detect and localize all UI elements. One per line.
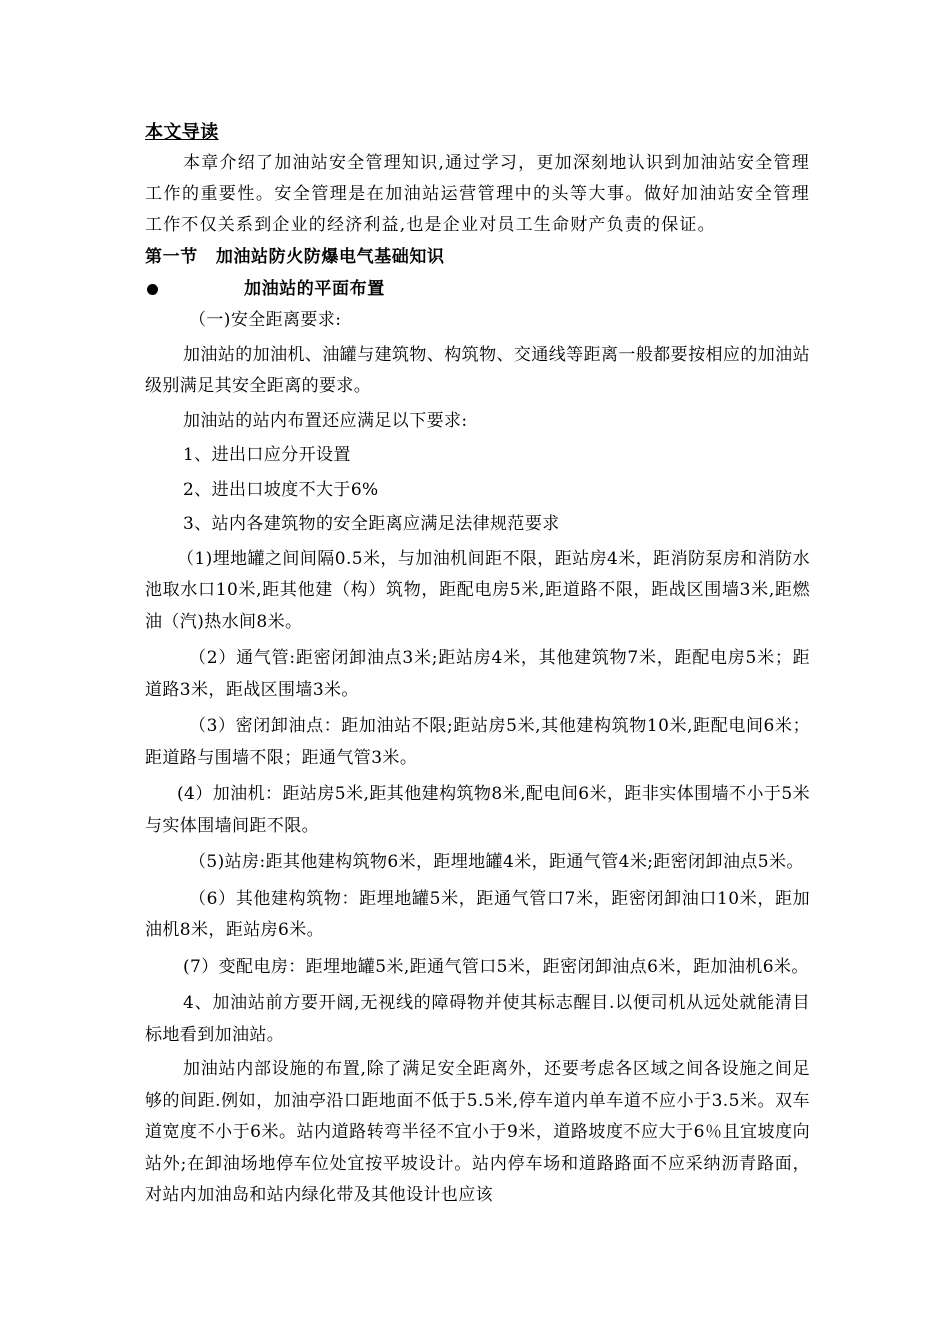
paragraph: 2、进出口坡度不大于6% (183, 479, 379, 500)
section-number: 第一节 (145, 247, 198, 267)
paragraph: (4）加油机：距站房5米,距其他建构筑物8米,配电间6米，距非实体围墙不小于5米与实体围墙间距不限。 (145, 784, 810, 836)
bullet-icon (147, 284, 158, 295)
paragraph: 3、站内各建筑物的安全距离应满足法律规范要求 (183, 514, 560, 534)
paragraph: 1、进出口应分开设置 (183, 445, 351, 465)
paragraph: （5)站房:距其他建构筑物6米，距埋地罐4米，距通气管4米;距密闭卸油点5米。 (189, 852, 804, 872)
paragraph: （2）通气管:距密闭卸油点3米;距站房4米，其他建筑物7米，距配电房5米；距道路3米，距战区围墙3米。 (145, 648, 810, 700)
paragraph: 加油站内部设施的布置,除了满足安全距离外，还要考虑各区域之间各设施之间足够的间距.例如，加油亭沿口距地面不低于5.5米,停车道内单车道不应小于3.5米。双车道宽度不小于6米。站内道路转弯半径不宜小于9米，道路坡度不应大于6％且宜坡度向站外;在卸油场地停车位处宜按平坡设计。站内停车场和道路路面不应采纳沥青路面，对站内加油岛和站内绿化带及其他设计也应该 (145, 1059, 810, 1205)
bullet-item (145, 273, 810, 305)
paragraph: 4、加油站前方要开阔,无视线的障碍物并使其标志醒目.以便司机从远处就能清目标地看到加油站。 (145, 993, 810, 1045)
paragraph: （3）密闭卸油点：距加油站不限;距站房5米,其他建构筑物10米,距配电间6米；距道路与围墙不限；距通气管3米。 (145, 716, 810, 768)
paragraph: （一)安全距离要求: (189, 310, 342, 330)
section-name: 加油站防火防爆电气基础知识 (215, 247, 445, 267)
guide-heading: 本文导读 (145, 122, 219, 143)
document-body (145, 118, 810, 1212)
paragraph: （6）其他建构筑物：距埋地罐5米，距通气管口7米，距密闭卸油口10米，距加油机8米，距站房6米。 (145, 888, 810, 940)
guide-intro: 本章介绍了加油站安全管理知识,通过学习，更加深刻地认识到加油站安全管理工作的重要性。安全管理是在加油站运营管理中的头等大事。做好加油站安全管理工作不仅关系到企业的经济利益,也是企业对员工生命财产负责的保证。 (145, 153, 810, 235)
paragraph: 加油站的站内布置还应满足以下要求: (183, 410, 468, 431)
paragraph: (7）变配电房：距埋地罐5米,距通气管口5米，距密闭卸油点6米，距加油机6米。 (183, 956, 809, 977)
paragraph: 加油站的加油机、油罐与建筑物、构筑物、交通线等距离一般都要按相应的加油站级别满足其安全距离的要求。 (145, 344, 810, 396)
paragraph: （1)埋地罐之间间隔0.5米，与加油机间距不限，距站房4米，距消防泵房和消防水池取水口10米,距其他建（构）筑物，距配电房5米,距道路不限，距战区围墙3米,距燃油（汽)热水间8米。 (145, 548, 810, 632)
section-title (145, 241, 810, 273)
bullet-text: 加油站的平面布置 (244, 279, 385, 299)
